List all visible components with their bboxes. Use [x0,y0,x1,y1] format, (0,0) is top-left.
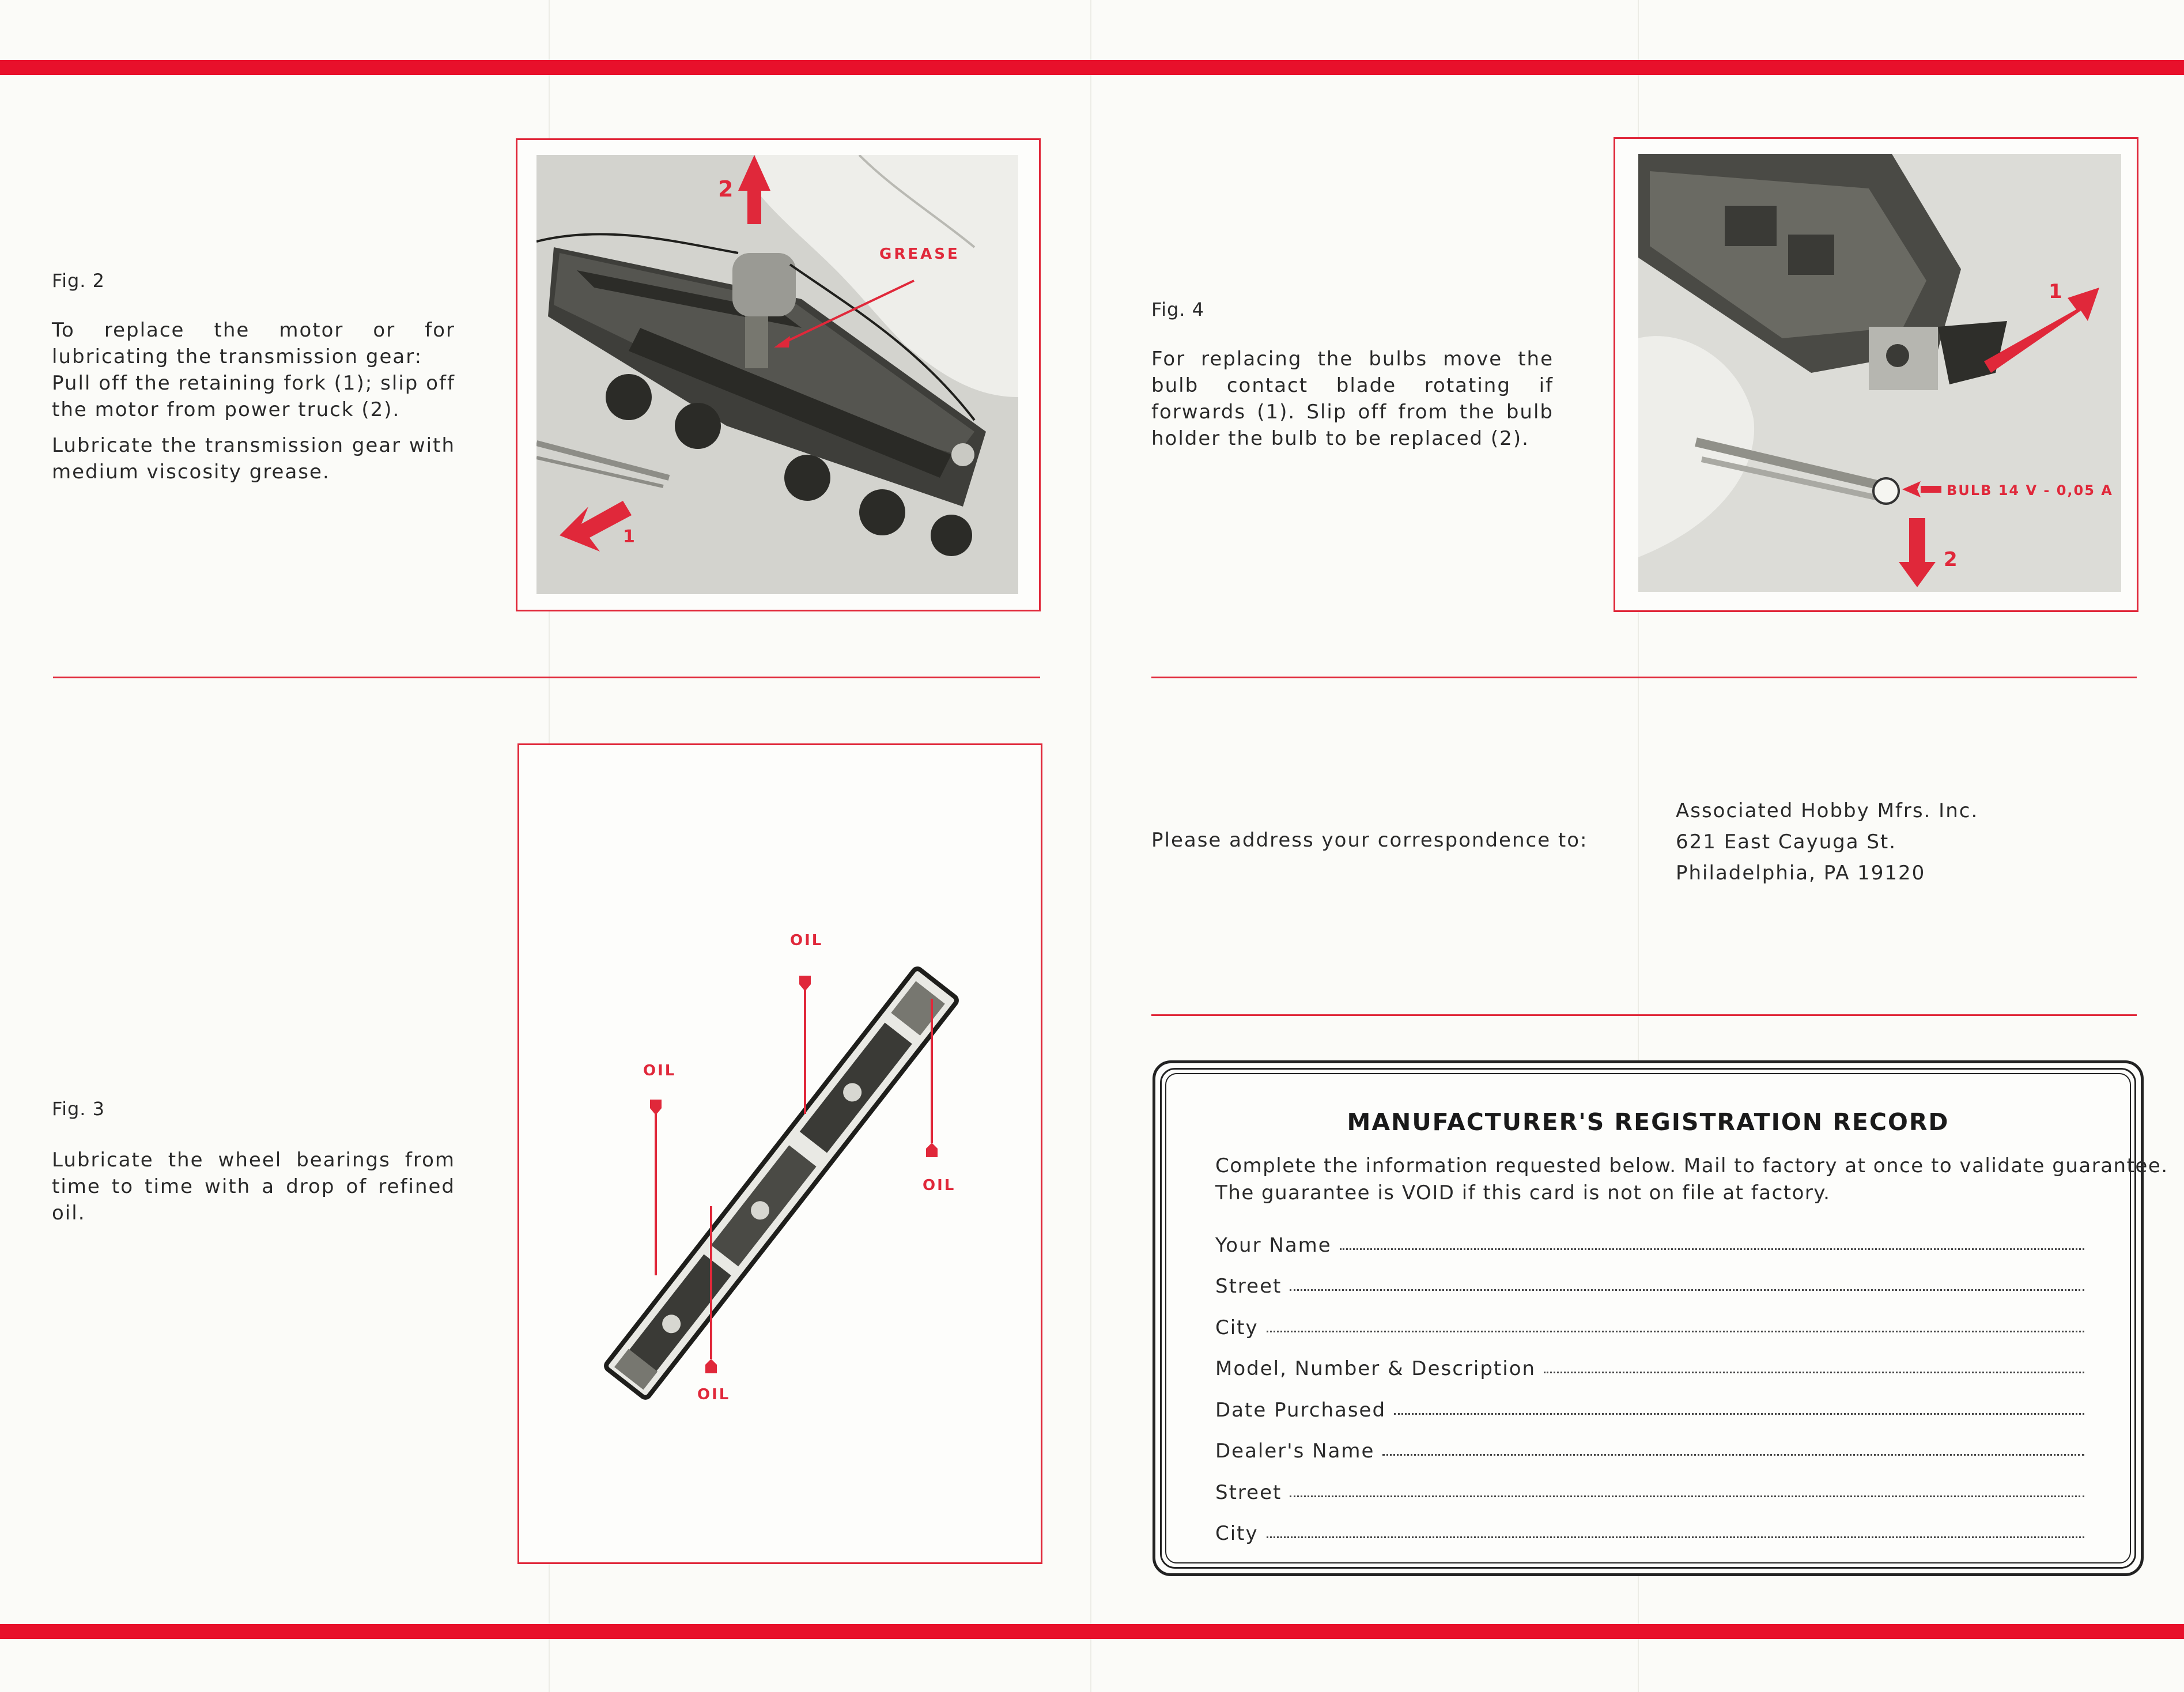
field-date-purchased[interactable] [1215,1384,2084,1425]
field-blank-line[interactable] [1544,1372,2084,1373]
fig4-bulb-label: BULB 14 V - 0,05 A [1947,482,2113,498]
field-blank-line[interactable] [1382,1454,2084,1456]
field-label: City [1215,1522,1259,1545]
field-dealer-city[interactable] [1215,1508,2084,1549]
fig2-photo [536,155,1018,594]
fig4-photo [1638,154,2121,592]
company-city: Philadelphia, PA 19120 [1676,862,1926,885]
field-blank-line[interactable] [1267,1331,2084,1332]
field-blank-line[interactable] [1394,1413,2084,1415]
fig3-text: Lubricate the wheel bearings from time to time with a drop of refined oil. [52,1149,455,1225]
field-your-name[interactable] [1215,1219,2084,1260]
fig2-paragraph: Pull off the retaining fork (1); slip off the motor from power truck (2). [52,372,455,421]
fig2-arrow-1-label: 1 [623,527,635,547]
fig2-arrow-2-label: 2 [718,176,734,202]
field-blank-line[interactable] [1267,1536,2084,1538]
bottom-red-band [0,1624,2184,1639]
field-blank-line[interactable] [1290,1289,2084,1291]
fold-line [1090,0,1091,1692]
right-divider-lower [1151,1014,2137,1016]
field-label: Street [1215,1275,1282,1298]
fig2-label: Fig. 2 [52,270,105,292]
registration-intro-line: The guarantee is VOID if this card is not on file at factory. [1215,1181,1831,1204]
registration-intro [1215,1153,2168,1207]
fig4-label: Fig. 4 [1151,299,1204,320]
field-label: City [1215,1316,1259,1339]
field-label: Your Name [1215,1233,1332,1257]
field-label: Date Purchased [1215,1398,1386,1422]
fig3-oil-label: OIL [643,1062,677,1079]
correspondence-address [1676,795,1978,889]
fig4-text: For replacing the bulbs move the bulb contact blade rotating if forwards (1). Slip off from the bulb holder the bulb to be replaced (2). [1151,348,1554,450]
fig2-paragraph: To replace the motor or for lubricating the transmission gear: [52,319,455,368]
company-name: Associated Hobby Mfrs. Inc. [1676,799,1979,822]
field-street[interactable] [1215,1260,2084,1302]
fig3-oil-label: OIL [923,1177,956,1194]
registration-title: MANUFACTURER'S REGISTRATION RECORD [1347,1108,1949,1136]
fig3-oil-label: OIL [790,932,823,949]
registration-card [1153,1060,2168,1576]
fig3-label: Fig. 3 [52,1098,105,1120]
field-blank-line[interactable] [1290,1495,2084,1497]
registration-intro-line: Complete the information requested below. Mail to factory at once to validate guarantee. [1215,1154,2168,1177]
field-dealer-street[interactable] [1215,1466,2084,1508]
field-label: Model, Number & Description [1215,1357,1536,1380]
field-city[interactable] [1215,1301,2084,1343]
company-street: 621 East Cayuga St. [1676,830,1897,853]
field-blank-line[interactable] [1340,1248,2084,1250]
fig4-arrow-1-label: 1 [2049,280,2062,303]
fig2-frame [516,138,1041,611]
left-divider [53,677,1040,678]
fig4-frame [1614,137,2138,612]
field-model-number-description[interactable] [1215,1343,2084,1384]
field-dealers-name[interactable] [1215,1425,2084,1467]
fig3-locomotive-diagram [519,745,1041,1562]
fig3-oil-label: OIL [697,1386,731,1403]
top-red-band [0,60,2184,75]
fig4-arrow-2-label: 2 [1944,548,1958,571]
field-label: Street [1215,1480,1282,1504]
fig2-paragraph: Lubricate the transmission gear with medium viscosity grease. [52,434,455,484]
registration-fields [1215,1219,2084,1549]
field-label: Dealer's Name [1215,1440,1375,1463]
fig2-text [52,317,455,494]
right-divider-upper [1151,677,2137,678]
fig2-grease-label: GREASE [879,246,960,263]
fig3-frame [517,743,1042,1564]
correspondence-lead: Please address your correspondence to: [1151,829,1588,852]
